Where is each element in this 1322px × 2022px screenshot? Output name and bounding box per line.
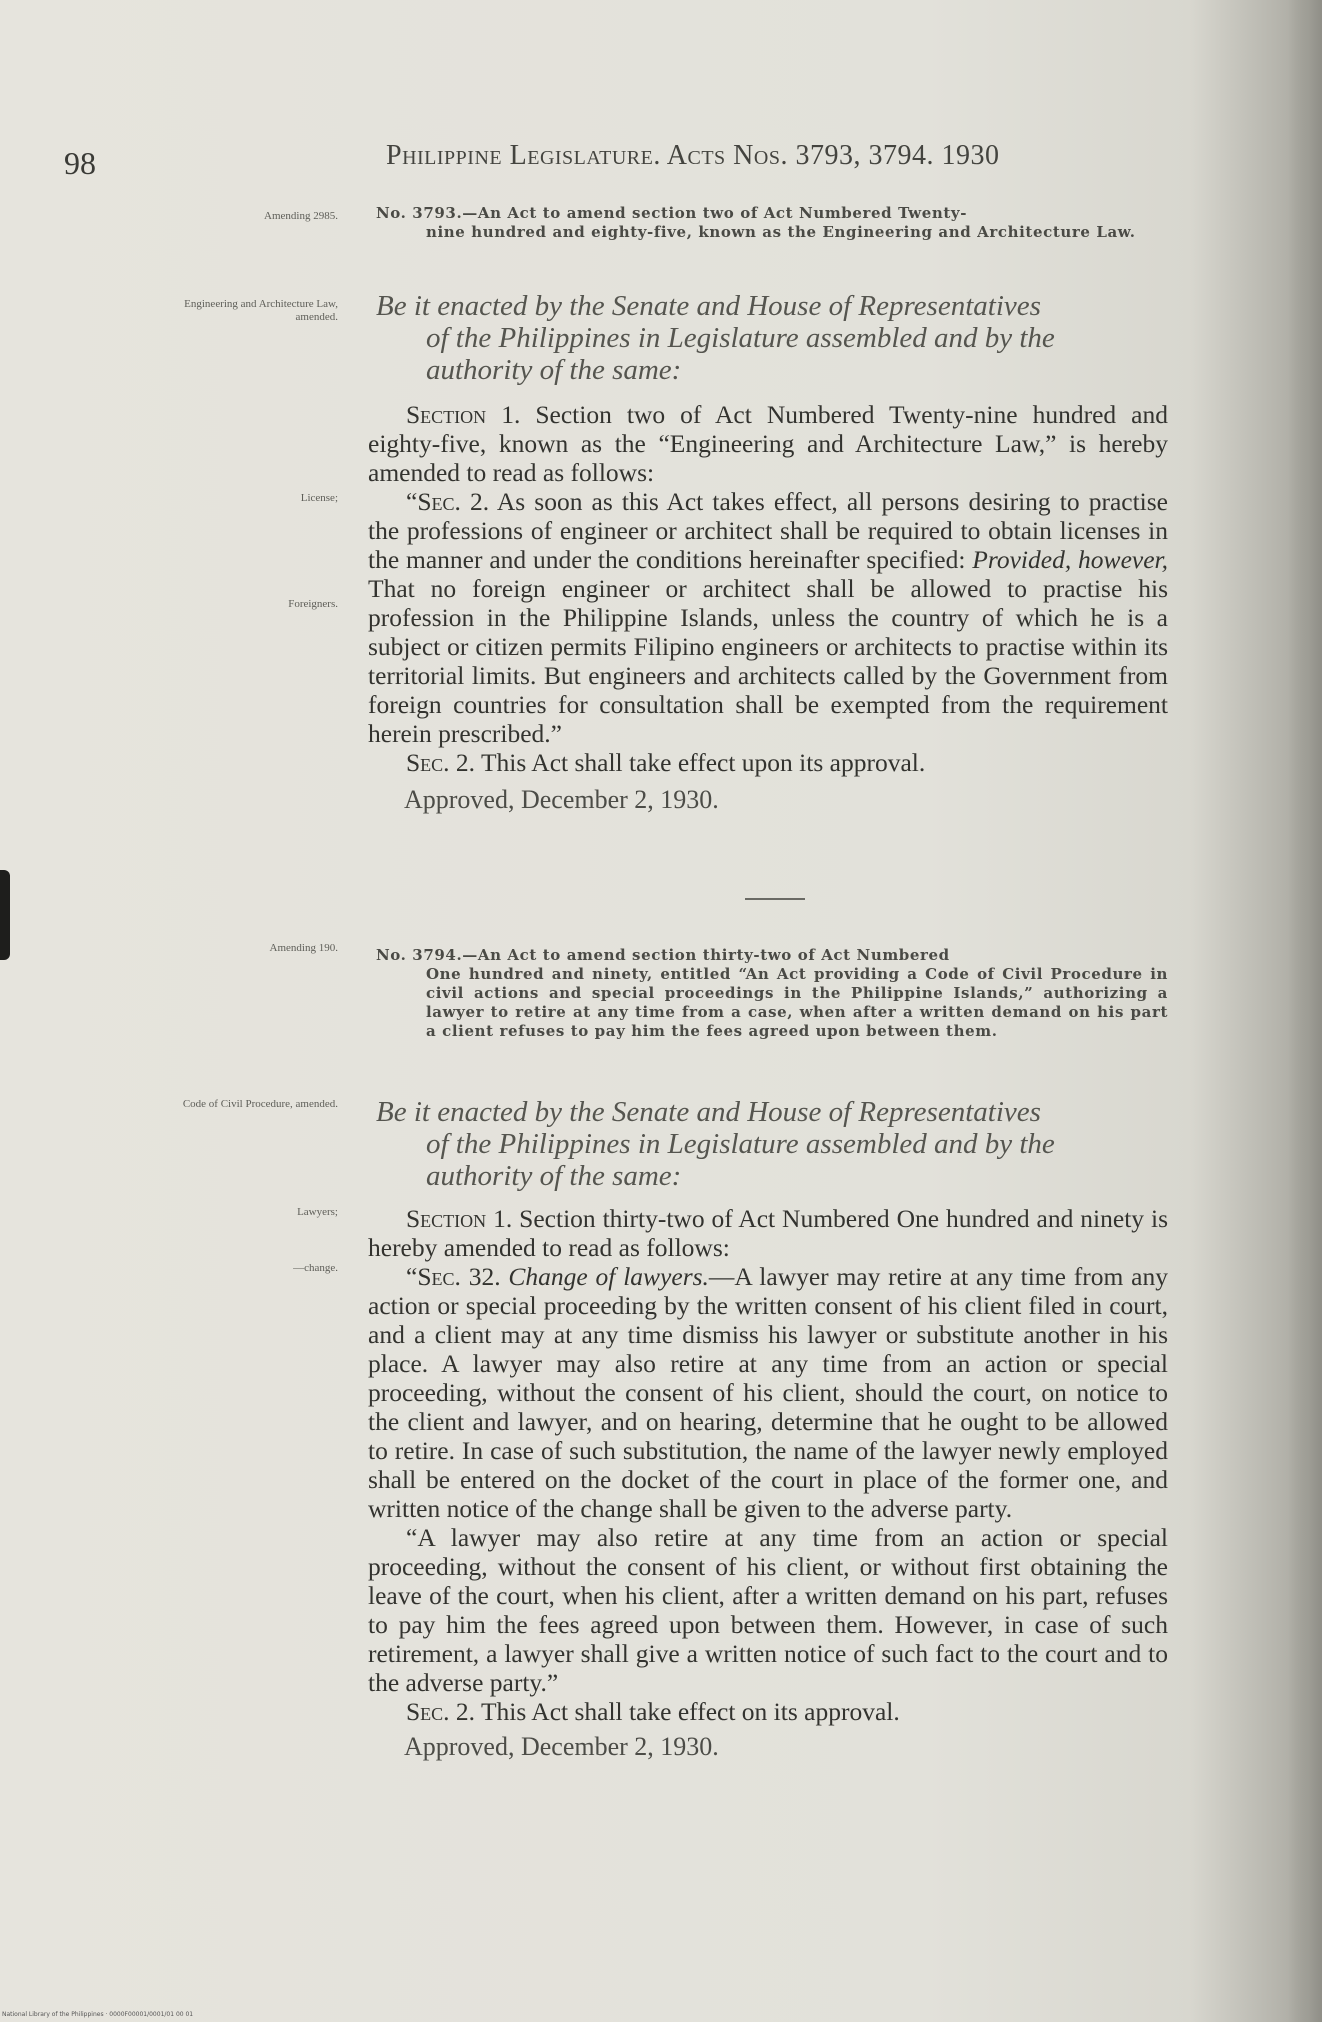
act-3793-enacting-rest: of the Philippines in Legislature assembled and by the authority of the same: [426,322,1055,386]
open-quote: “ [406,487,418,516]
act-3794-sec-32-quoted [368,1262,1168,1523]
page-edge-shadow [1288,0,1322,2022]
section-text: This Act shall take effect on its approval. [475,1697,900,1726]
act-3794-enacting-lead: Be it enacted by the Senate and House of Representatives [376,1096,1041,1128]
section-label: Section 1. [406,1204,513,1233]
act-3793-sec-2-quoted [368,487,1168,748]
section-text: Section thirty-two of Act Numbered One hundred and ninety is hereby amended to read as follows: [368,1204,1168,1262]
margin-note-amending-190: Amending 190. [269,942,338,954]
act-3794-paragraph-2: “A lawyer may also retire at any time from an action or special proceeding, without the consent of his client, or without first obtaining the leave of the court, when his client, after a written demand on his part, refuses to pay him the fees agreed upon between them. However, in case of such retirement, a lawyer shall give a written notice of such fact to the court and to the adverse party.” [368,1523,1168,1697]
margin-note-code-civil-procedure: Code of Civil Procedure, amended. [182,1098,338,1110]
act-3793-heading [376,204,1168,242]
act-3793-enacting-lead: Be it enacted by the Senate and House of Representatives [376,290,1041,322]
section-label: Sec. 2. [406,1697,476,1726]
section-label: Sec. 32. [417,1262,501,1291]
proviso-text: Provided, however, [972,545,1168,574]
section-divider [745,898,805,900]
margin-note-foreigners: Foreigners. [288,598,338,610]
act-3794-enacting-rest: of the Philippines in Legislature assembled and by the authority of the same: [426,1128,1055,1192]
margin-note-amending-2985: Amending 2985. [264,210,338,222]
act-3794-heading-rest: One hundred and ninety, entitled “An Act providing a Code of Civil Procedure in civil actions and special proceedings in the Philippine Islands,” authorizing a lawyer to retire at any time from a case, when after a written demand on his part a client refuses to pay him the fees agreed upon between them. [426,965,1168,1040]
act-3793-heading-rest: nine hundred and eighty-five, known as the Engineering and Architecture Law. [426,223,1136,241]
margin-note-lawyers: Lawyers; [297,1206,338,1218]
act-3794-heading-lead: No. 3794.—An Act to amend section thirty-two of Act Numbered [376,946,950,964]
act-3794-heading [376,946,1168,1041]
act-3794-approved: Approved, December 2, 1930. [404,1732,719,1761]
scan-credit: National Library of the Philippines · 0000F00001/0001/01 00 01 [2,2011,194,2018]
act-3793-heading-lead: No. 3793.—An Act to amend section two of Act Numbered Twenty- [376,204,968,222]
open-quote: “ [406,1262,418,1291]
page-number: 98 [64,145,96,181]
act-3793-section-1 [368,400,1168,487]
binding-mark [0,870,10,960]
act-3793-enacting-clause [376,290,1168,386]
act-3793-section-2 [368,748,1168,777]
margin-note-engineering-law: Engineering and Architecture Law, amended. [184,298,338,323]
section-label: Sec. 2. [406,748,476,777]
margin-note-change: —change. [293,1262,338,1274]
act-3794-section-2 [368,1697,1168,1726]
act-3793-approved: Approved, December 2, 1930. [404,785,719,814]
running-head: Philippine Legislature. Acts Nos. 3793, 3794. 1930 [386,140,1000,171]
margin-note-license: License; [300,492,338,504]
act-3793-body [368,400,1168,777]
act-3794-section-1 [368,1204,1168,1262]
section-title: Change of lawyers. [500,1262,709,1291]
section-text: That no foreign engineer or architect shall be allowed to practise his profession in the Philippine Islands, unless the country of which he is a subject or citizen permits Filipino engineers or architects to practise within its territorial limits. But engineers and architects called by the Government from foreign countries for consultation shall be exempted from the requirement herein prescribed.” [368,574,1168,748]
act-3794-enacting-clause [376,1096,1168,1192]
section-text: As soon as this Act takes effect, all persons desiring to practise the professions of engineer or architect shall be required to obtain licenses in the manner and under the conditions hereinafter specified: [368,487,1168,574]
section-label: Section 1. [406,400,521,429]
section-text: Section two of Act Numbered Twenty-nine hundred and eighty-five, known as the “Engineering and Architecture Law,” is hereby amended to read as follows: [368,400,1168,487]
section-text: —A lawyer may retire at any time from any action or special proceeding by the written consent of his client filed in court, and a client may at any time dismiss his lawyer or substitute another in his place. A lawyer may also retire at any time from an action or special proceeding, without the consent of his client, should the court, on notice to the client and lawyer, and on hearing, determine that he ought to be allowed to retire. In case of such substitution, the name of the lawyer newly employed shall be entered on the docket of the court in place of the former one, and written notice of the change shall be given to the adverse party. [368,1262,1168,1523]
section-text: This Act shall take effect upon its approval. [475,748,926,777]
section-label: Sec. 2. [417,487,490,516]
act-3794-body [368,1204,1168,1726]
